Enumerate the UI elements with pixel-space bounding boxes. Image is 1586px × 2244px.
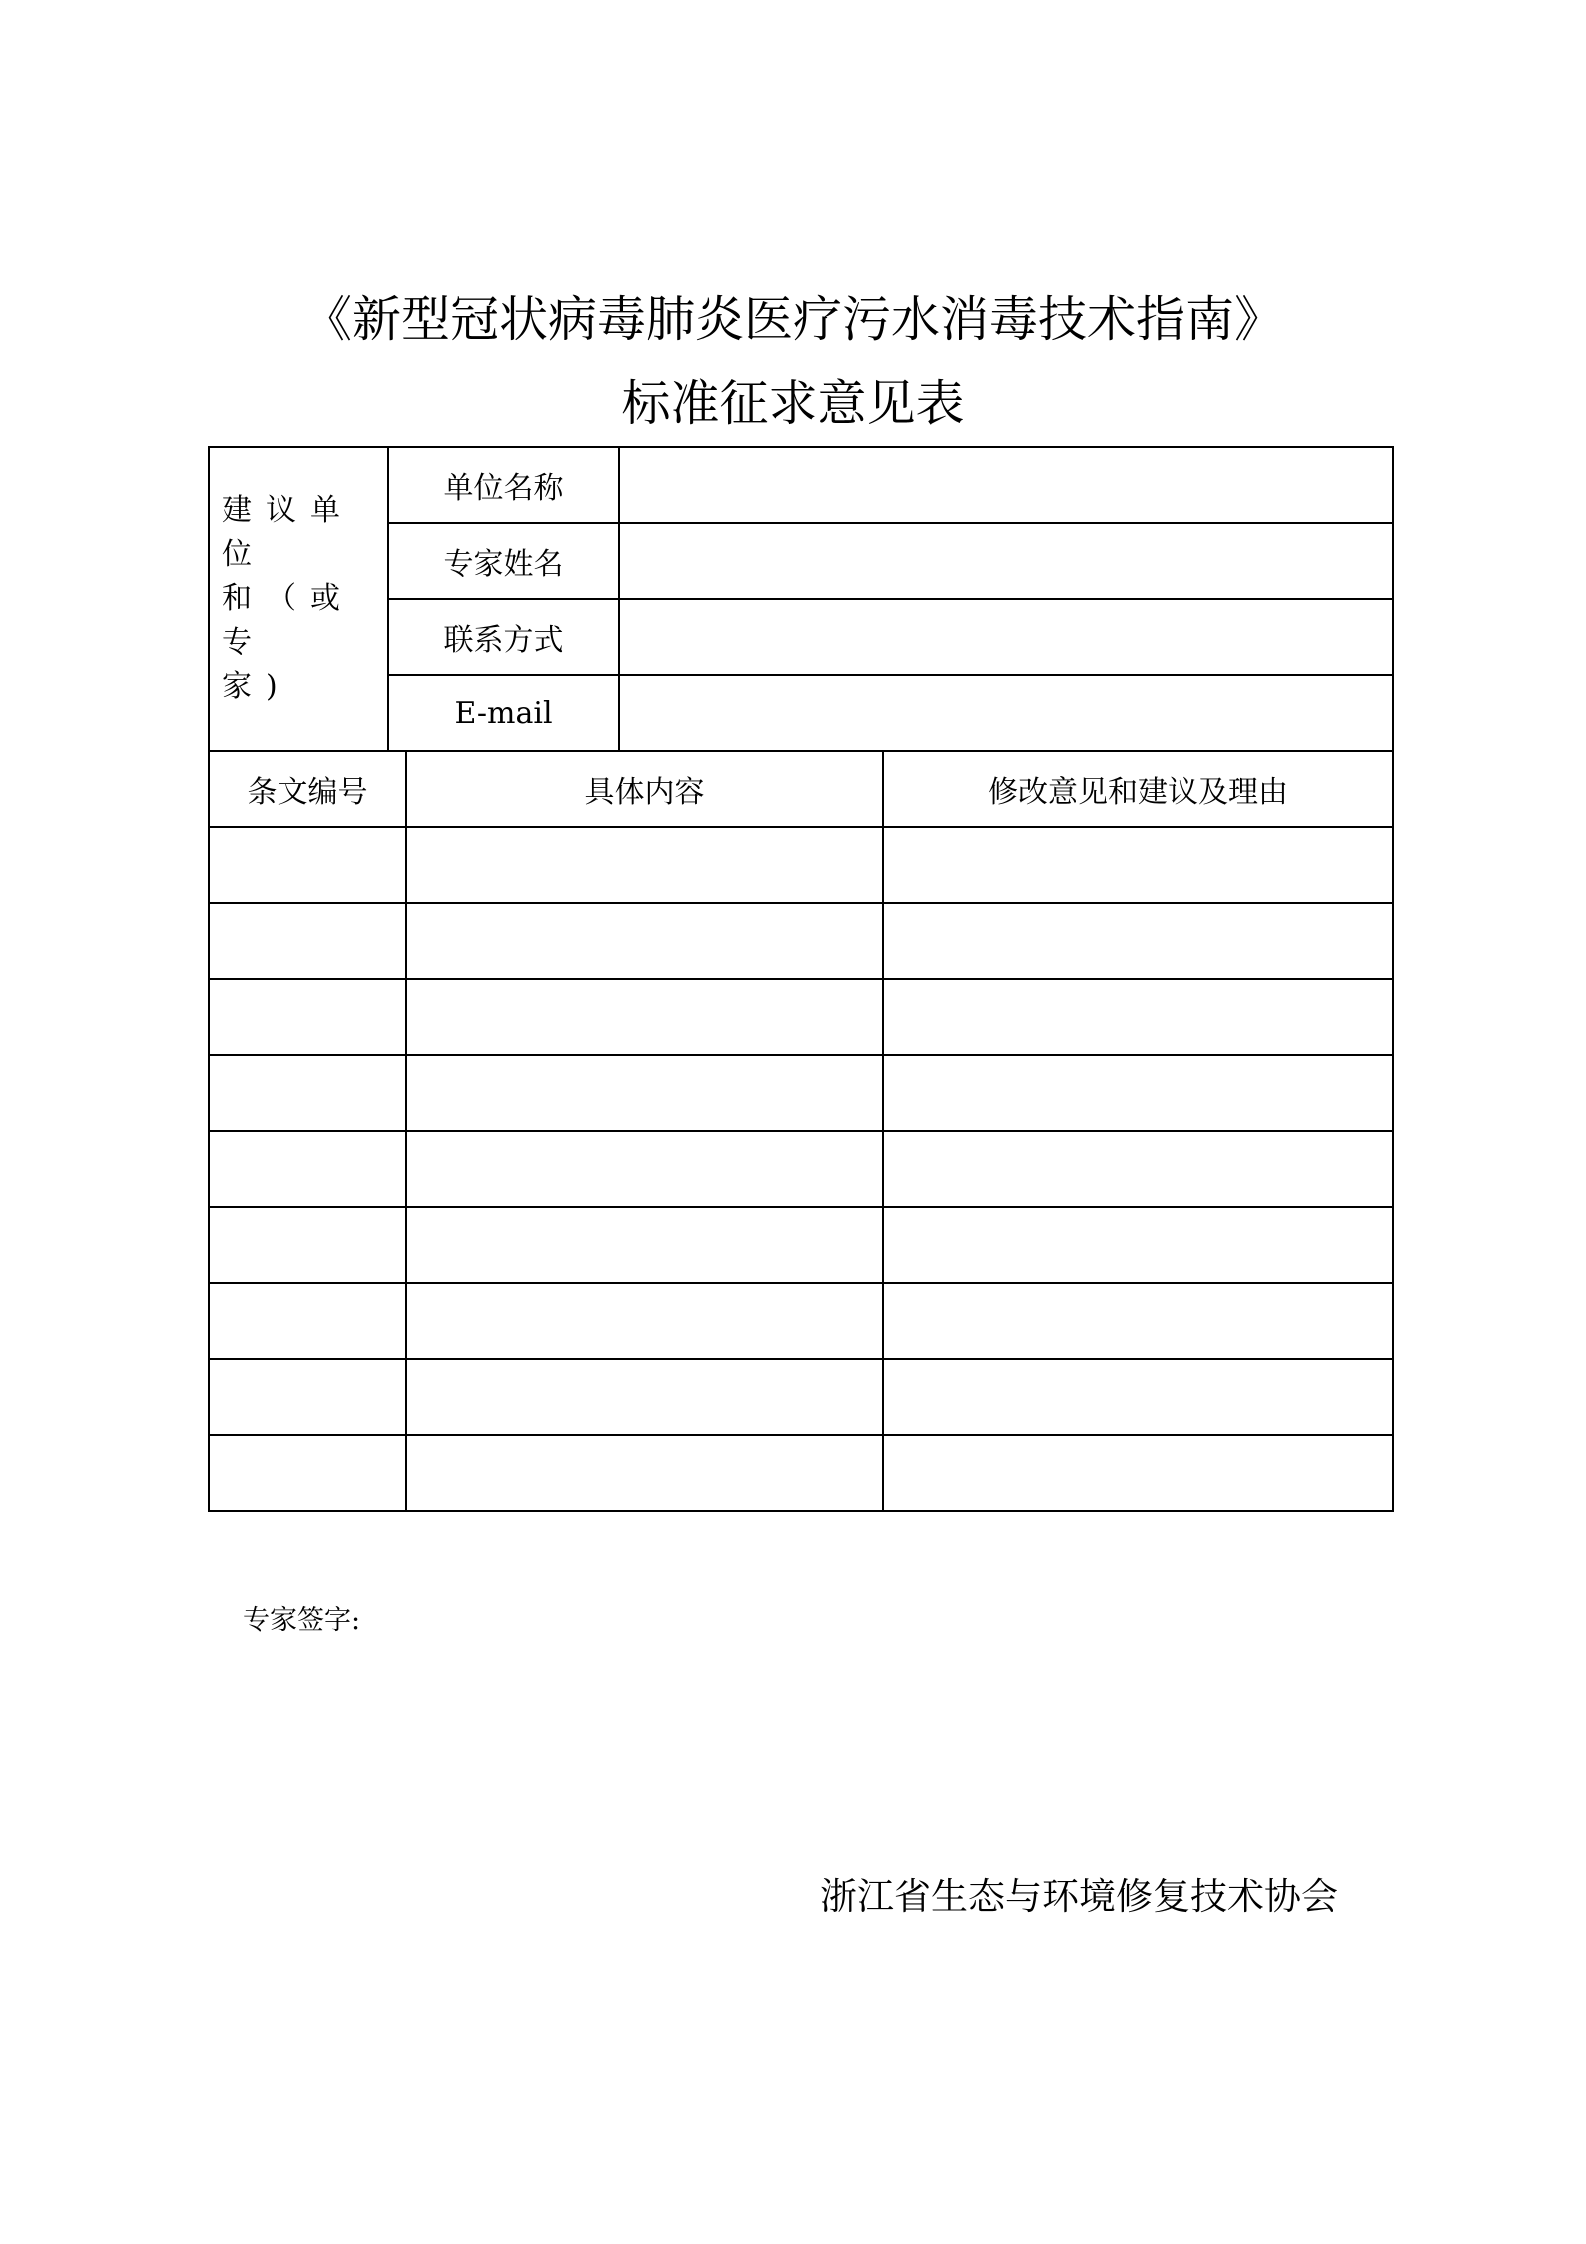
org-name-field[interactable] <box>619 447 1393 523</box>
suggestion-cell[interactable] <box>883 1055 1393 1131</box>
clause-number-cell[interactable] <box>209 979 406 1055</box>
org-name-label: 单位名称 <box>388 447 619 523</box>
clause-number-cell[interactable] <box>209 903 406 979</box>
content-cell[interactable] <box>406 1131 883 1207</box>
org-group-label-line: 建议单位 <box>222 493 354 572</box>
org-group-label <box>209 447 388 751</box>
content-cell[interactable] <box>406 1283 883 1359</box>
email-label: E-mail <box>388 675 619 751</box>
table-row <box>209 1055 1393 1131</box>
clause-number-cell[interactable] <box>209 1131 406 1207</box>
table-row <box>209 979 1393 1055</box>
clause-number-cell[interactable] <box>209 827 406 903</box>
email-field[interactable] <box>619 675 1393 751</box>
table-row <box>209 827 1393 903</box>
table-row <box>209 903 1393 979</box>
suggestion-cell[interactable] <box>883 903 1393 979</box>
content-cell[interactable] <box>406 1055 883 1131</box>
clause-number-cell[interactable] <box>209 1207 406 1283</box>
org-group-label-line: 家) <box>222 669 292 704</box>
suggestion-cell[interactable] <box>883 1131 1393 1207</box>
org-group-label-line: 和（或专 <box>222 581 354 660</box>
clause-number-cell[interactable] <box>209 1055 406 1131</box>
suggestion-cell[interactable] <box>883 1359 1393 1435</box>
content-cell[interactable] <box>406 903 883 979</box>
content-cell[interactable] <box>406 979 883 1055</box>
suggestion-cell[interactable] <box>883 827 1393 903</box>
table-row <box>209 1131 1393 1207</box>
contact-label: 联系方式 <box>388 599 619 675</box>
document-title: 《新型冠状病毒肺炎医疗污水消毒技术指南》 <box>302 291 1283 348</box>
suggestion-cell[interactable] <box>883 979 1393 1055</box>
clause-number-cell[interactable] <box>209 1435 406 1511</box>
clause-number-cell[interactable] <box>209 1283 406 1359</box>
content-cell[interactable] <box>406 1435 883 1511</box>
clause-number-cell[interactable] <box>209 1359 406 1435</box>
document-subtitle: 标准征求意见表 <box>621 375 965 432</box>
content-cell[interactable] <box>406 1359 883 1435</box>
clause-number-header: 条文编号 <box>209 751 406 827</box>
suggestion-header: 修改意见和建议及理由 <box>883 751 1393 827</box>
table-row <box>209 1435 1393 1511</box>
expert-name-field[interactable] <box>619 523 1393 599</box>
content-cell[interactable] <box>406 827 883 903</box>
table-row <box>209 1283 1393 1359</box>
info-row-org-name <box>209 447 1393 523</box>
table-row <box>209 1207 1393 1283</box>
content-header: 具体内容 <box>406 751 883 827</box>
contact-field[interactable] <box>619 599 1393 675</box>
comments-table <box>208 750 1394 1512</box>
issuing-organization: 浙江省生态与环境修复技术协会 <box>820 1875 1338 1918</box>
content-cell[interactable] <box>406 1207 883 1283</box>
expert-signature-label: 专家签字: <box>243 1605 361 1636</box>
comments-header-row <box>209 751 1393 827</box>
table-row <box>209 1359 1393 1435</box>
expert-name-label: 专家姓名 <box>388 523 619 599</box>
suggestion-cell[interactable] <box>883 1435 1393 1511</box>
contact-info-table <box>208 446 1394 752</box>
suggestion-cell[interactable] <box>883 1283 1393 1359</box>
suggestion-cell[interactable] <box>883 1207 1393 1283</box>
